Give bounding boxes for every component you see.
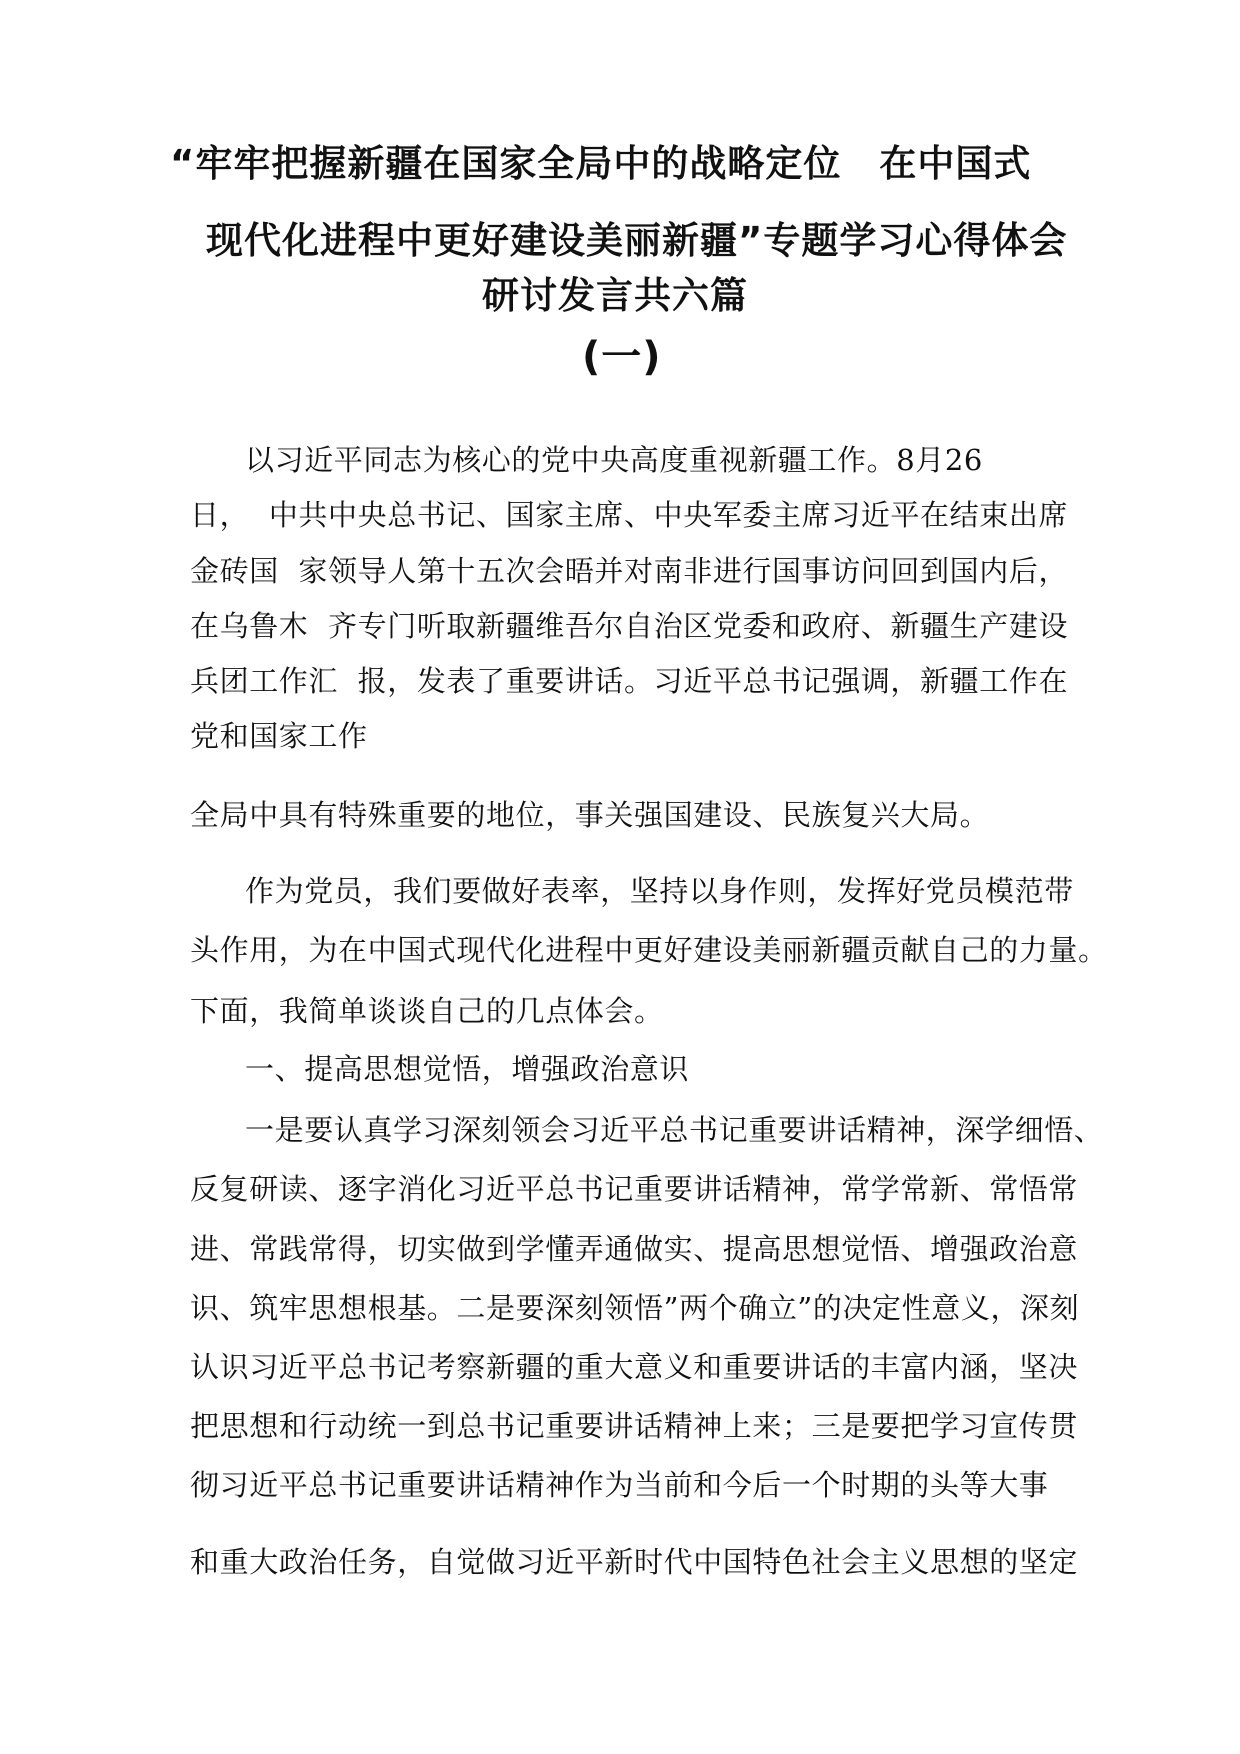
title-line-3: 研讨发言共六篇 <box>482 274 748 317</box>
title-line-1: “牢牢把握新疆在国家全局中的战略定位 在中国式 <box>170 142 1032 185</box>
paragraph-3-line-8: 和重大政治任务，自觉做习近平新时代中国特色社会主义思想的坚定 <box>190 1545 1079 1579</box>
paragraph-3-line-7: 彻习近平总书记重要讲话精神作为当前和今后一个时期的头等大事 <box>190 1468 1049 1502</box>
section-number: (一) <box>582 334 662 380</box>
paragraph-1-line-5: 兵团工作汇 报，发表了重要讲话。习近平总书记强调，新疆工作在 <box>190 664 1069 698</box>
paragraph-3-line-6: 把思想和行动统一到总书记重要讲话精神上来；三是要把学习宣传贯 <box>190 1409 1079 1443</box>
paragraph-3-line-5: 认识习近平总书记考察新疆的重大意义和重要讲话的丰富内涵，坚决 <box>190 1350 1079 1384</box>
paragraph-3-line-3: 进、常践常得，切实做到学懂弄通做实、提高思想觉悟、增强政治意 <box>190 1232 1079 1266</box>
section-heading-1: 一、提高思想觉悟，增强政治意识 <box>245 1052 690 1086</box>
paragraph-1-line-3: 金砖国 家领导人第十五次会晤并对南非进行国事访问回到国内后， <box>190 554 1069 588</box>
paragraph-1-line-2: 日， 中共中央总书记、国家主席、中央军委主席习近平在结束出席 <box>190 498 1069 532</box>
title-line-2: 现代化进程中更好建设美丽新疆”专题学习心得体会 <box>206 219 1068 262</box>
paragraph-1-line-1: 以习近平同志为核心的党中央高度重视新疆工作。8月26 <box>245 443 983 477</box>
paragraph-2-line-2: 头作用，为在中国式现代化进程中更好建设美丽新疆贡献自己的力量。 <box>190 933 1108 967</box>
paragraph-1-line-7: 全局中具有特殊重要的地位，事关强国建设、民族复兴大局。 <box>190 798 990 832</box>
paragraph-2-line-3: 下面，我简单谈谈自己的几点体会。 <box>190 994 664 1028</box>
paragraph-1-line-4: 在乌鲁木 齐专门听取新疆维吾尔自治区党委和政府、新疆生产建设 <box>190 609 1069 643</box>
paragraph-1-line-6: 党和国家工作 <box>190 719 368 753</box>
paragraph-3-line-2: 反复研读、逐字消化习近平总书记重要讲话精神，常学常新、常悟常 <box>190 1172 1079 1206</box>
paragraph-3-line-1: 一是要认真学习深刻领会习近平总书记重要讲话精神，深学细悟、 <box>245 1113 1104 1147</box>
paragraph-3-line-4: 识、筑牢思想根基。二是要深刻领悟”两个确立”的决定性意义，深刻 <box>190 1291 1080 1325</box>
paragraph-2-line-1: 作为党员，我们要做好表率，坚持以身作则，发挥好党员模范带 <box>245 874 1074 908</box>
